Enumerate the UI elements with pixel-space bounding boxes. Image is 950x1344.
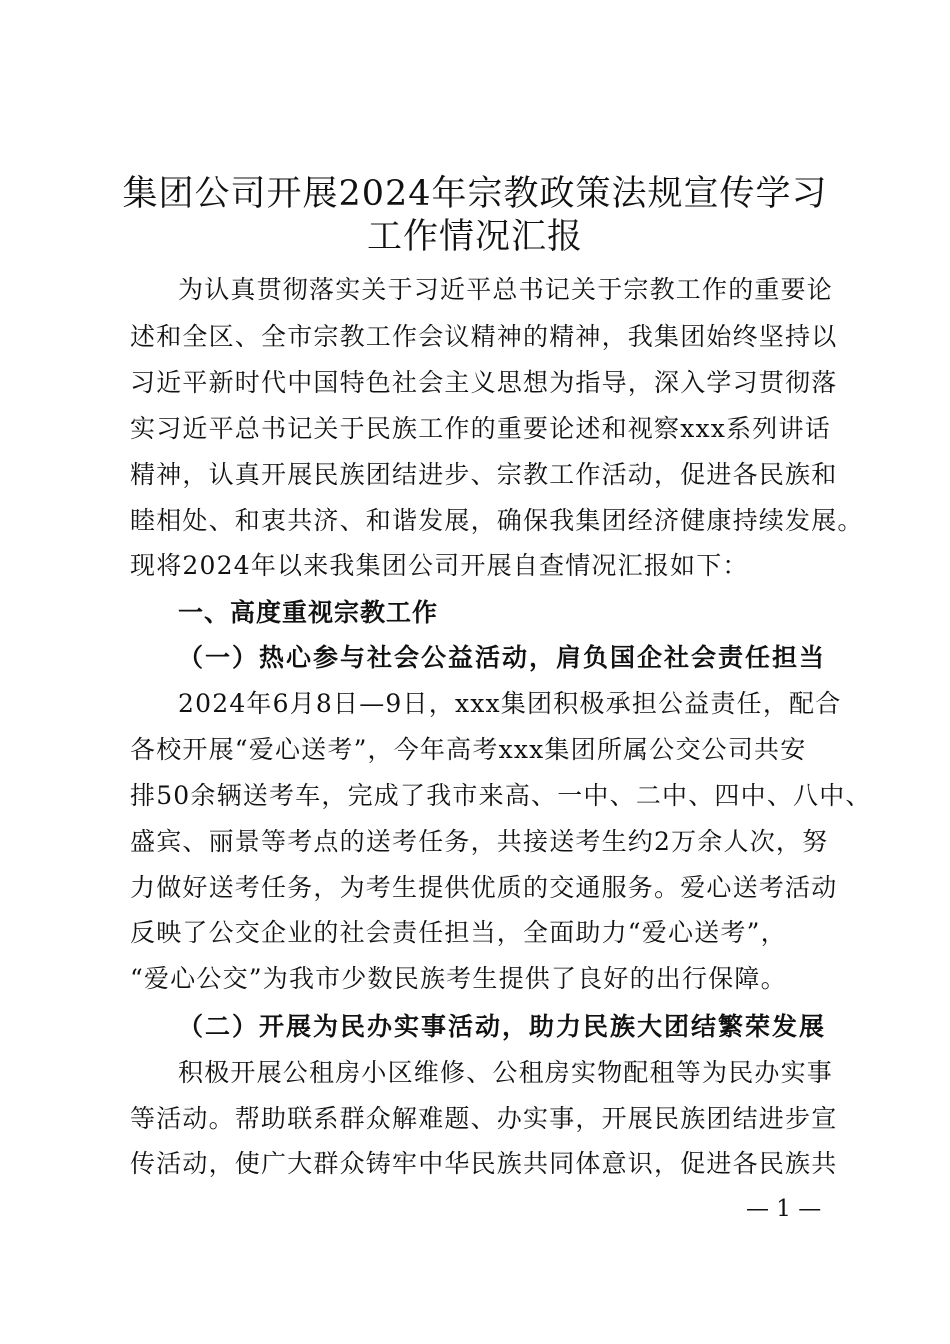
subsection-heading: （一）热心参与社会公益活动，肩负国企社会责任担当 — [178, 643, 827, 672]
intro-paragraph-line: 实习近平总书记关于民族工作的重要论述和视察xxx系列讲话 — [130, 414, 831, 443]
intro-paragraph-line: 述和全区、全市宗教工作会议精神的精神，我集团始终坚持以 — [130, 322, 838, 351]
subsection-heading: （二）开展为民办实事活动，助力民族大团结繁荣发展 — [178, 1012, 827, 1041]
intro-paragraph-line: 习近平新时代中国特色社会主义思想为指导，深入学习贯彻落 — [130, 368, 838, 397]
subsection-paragraph-line: 等活动。帮助联系群众解难题、办实事，开展民族团结进步宣 — [130, 1104, 838, 1133]
intro-paragraph-line: 为认真贯彻落实关于习近平总书记关于宗教工作的重要论 — [178, 275, 834, 304]
subsection-paragraph-line: 各校开展“爱心送考”，今年高考xxx集团所属公交公司共安 — [130, 735, 807, 764]
subsection-paragraph-line: 反映了公交企业的社会责任担当，全面助力“爱心送考”， — [130, 918, 787, 947]
subsection-paragraph-line: 积极开展公租房小区维修、公租房实物配租等为民办实事 — [178, 1058, 834, 1087]
document-title-line-2: 工作情况汇报 — [366, 217, 583, 257]
subsection-paragraph-line: “爱心公交”为我市少数民族考生提供了良好的出行保障。 — [130, 964, 787, 993]
subsection-paragraph-line: 传活动，使广大群众铸牢中华民族共同体意识，促进各民族共 — [130, 1149, 838, 1178]
subsection-paragraph-line: 盛宾、丽景等考点的送考任务，共接送考生约2万余人次，努 — [130, 827, 829, 856]
subsection-paragraph-line: 2024年6月8日—9日，xxx集团积极承担公益责任，配合 — [178, 689, 842, 718]
intro-paragraph-line: 精神，认真开展民族团结进步、宗教工作活动，促进各民族和 — [130, 460, 838, 489]
document-title-line-1: 集团公司开展2024年宗教政策法规宣传学习 — [122, 174, 828, 214]
subsection-paragraph-line: 力做好送考任务，为考生提供优质的交通服务。爱心送考活动 — [130, 873, 838, 902]
intro-paragraph-line: 现将2024年以来我集团公司开展自查情况汇报如下： — [130, 551, 749, 580]
intro-paragraph-line: 睦相处、和衷共济、和谐发展，确保我集团经济健康持续发展。 — [130, 506, 864, 535]
section-heading: 一、高度重视宗教工作 — [178, 598, 439, 627]
page-number: — 1 — — [746, 1196, 822, 1222]
subsection-paragraph-line: 排50余辆送考车，完成了我市来高、一中、二中、四中、八中、 — [130, 781, 872, 810]
